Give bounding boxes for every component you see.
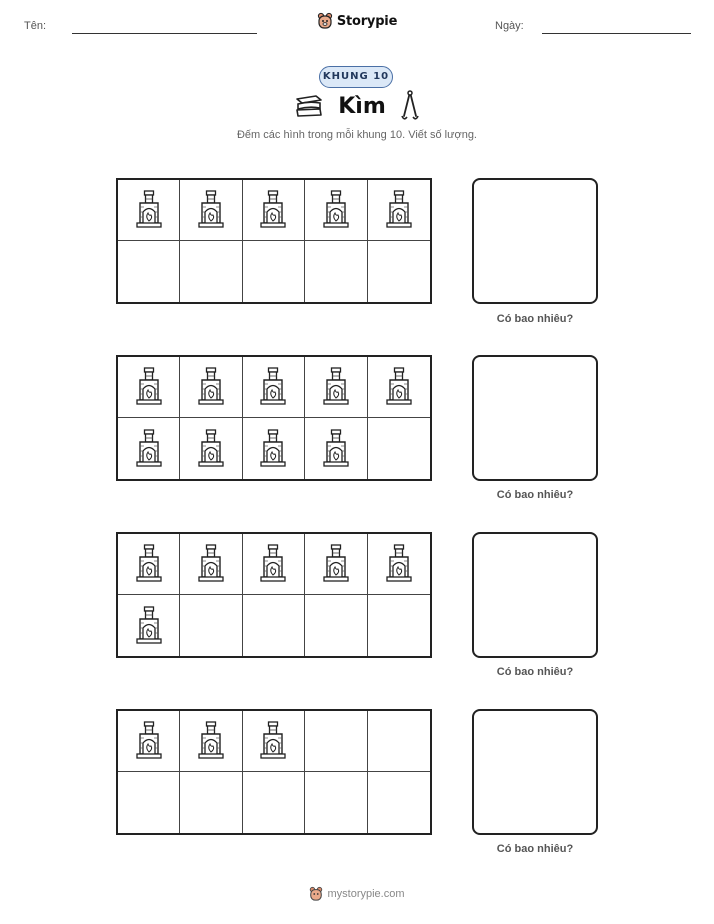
fireplace-icon (134, 367, 164, 407)
frame-cell (243, 241, 305, 302)
frame-cell (243, 595, 305, 656)
fireplace-icon (134, 544, 164, 584)
frame-cell (180, 357, 242, 418)
ten-frame-2 (116, 355, 432, 481)
fireplace-icon (134, 606, 164, 646)
frame-cell (118, 711, 180, 772)
footer-url: mystorypie.com (327, 888, 405, 900)
frame-cell (368, 595, 430, 656)
smores-icon (294, 93, 324, 119)
fireplace-icon (196, 544, 226, 584)
fireplace-icon (134, 721, 164, 761)
fireplace-icon (258, 367, 288, 407)
frame-cell (368, 357, 430, 418)
fireplace-icon (196, 429, 226, 469)
frame-cell (243, 711, 305, 772)
frame-cell (305, 711, 367, 772)
fireplace-icon (384, 367, 414, 407)
fireplace-icon (258, 429, 288, 469)
date-line[interactable] (542, 33, 691, 34)
answer-label-1: Có bao nhiêu? (496, 313, 574, 325)
frame-cell (305, 357, 367, 418)
frame-cell (180, 418, 242, 479)
fireplace-icon (258, 721, 288, 761)
frame-cell (305, 534, 367, 595)
fireplace-icon (321, 190, 351, 230)
frame-cell (180, 772, 242, 833)
footer (0, 886, 714, 907)
instructions: Đếm các hình trong mỗi khung 10. Viết số lượng. (236, 129, 477, 141)
frame-cell (243, 534, 305, 595)
frame-cell (118, 772, 180, 833)
brand-name: Storypie (336, 13, 398, 29)
frame-cell (180, 595, 242, 656)
answer-box-4[interactable] (472, 709, 598, 835)
frame-cell (368, 418, 430, 479)
frame-cell (118, 418, 180, 479)
frame-cell (305, 241, 367, 302)
date-label: Ngày: (495, 20, 524, 32)
fireplace-icon (321, 544, 351, 584)
frame-cell (368, 772, 430, 833)
fireplace-icon (384, 190, 414, 230)
answer-label-4: Có bao nhiêu? (496, 843, 574, 855)
frame-cell (305, 180, 367, 241)
frame-cell (118, 595, 180, 656)
frame-cell (180, 241, 242, 302)
brand (0, 12, 714, 35)
ten-frame-3 (116, 532, 432, 658)
fireplace-icon (384, 544, 414, 584)
storypie-logo-icon (317, 12, 333, 30)
title-row (0, 90, 714, 122)
frame-cell (243, 357, 305, 418)
name-label: Tên: (24, 20, 47, 32)
fireplace-icon (258, 544, 288, 584)
frame-cell (243, 772, 305, 833)
frame-cell (305, 418, 367, 479)
fireplace-icon (321, 367, 351, 407)
frame-cell (305, 595, 367, 656)
tongs-icon (400, 90, 420, 122)
answer-box-3[interactable] (472, 532, 598, 658)
fireplace-icon (321, 429, 351, 469)
frame-cell (368, 711, 430, 772)
fireplace-icon (134, 190, 164, 230)
fireplace-icon (258, 190, 288, 230)
answer-label-3: Có bao nhiêu? (496, 666, 574, 678)
frame-cell (118, 534, 180, 595)
frame-cell (180, 534, 242, 595)
frame-badge: KHUNG 10 (319, 66, 393, 88)
frame-cell (118, 241, 180, 302)
ten-frame-4 (116, 709, 432, 835)
answer-label-2: Có bao nhiêu? (496, 489, 574, 501)
fireplace-icon (196, 721, 226, 761)
storypie-footer-logo-icon (309, 886, 323, 902)
frame-cell (368, 241, 430, 302)
answer-box-2[interactable] (472, 355, 598, 481)
frame-cell (368, 180, 430, 241)
fireplace-icon (196, 190, 226, 230)
fireplace-icon (196, 367, 226, 407)
frame-cell (118, 180, 180, 241)
fireplace-icon (134, 429, 164, 469)
worksheet-title: Kìm (338, 93, 386, 119)
frame-cell (180, 711, 242, 772)
frame-cell (180, 180, 242, 241)
frame-cell (118, 357, 180, 418)
frame-cell (243, 180, 305, 241)
frame-cell (243, 418, 305, 479)
answer-box-1[interactable] (472, 178, 598, 304)
frame-cell (305, 772, 367, 833)
ten-frame-1 (116, 178, 432, 304)
frame-cell (368, 534, 430, 595)
